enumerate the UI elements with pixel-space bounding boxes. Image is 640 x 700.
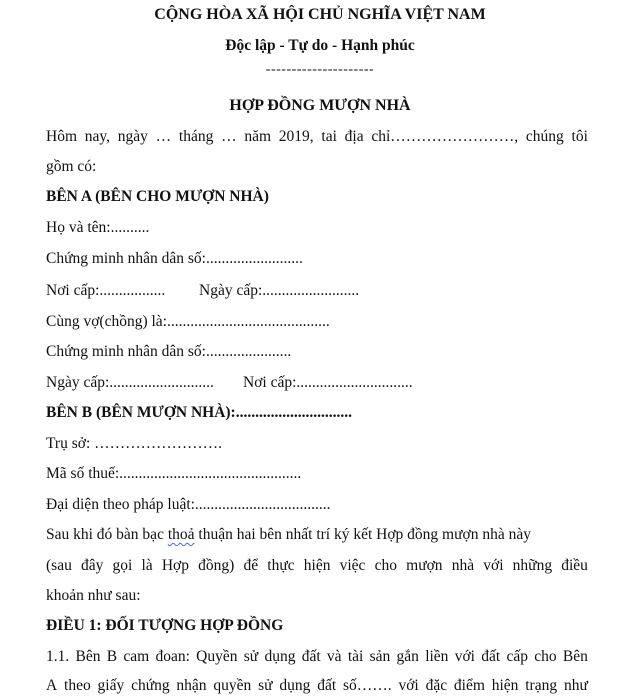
article-1-line-1: 1.1. Bên B cam đoan: Quyền sử dụng đất và tài sản gắn liền với đất cấp cho Bên (46, 648, 588, 665)
intro-line-1: Hôm nay, ngày … tháng … năm 2019, tai địa chỉ……………………, chúng tôi (46, 128, 588, 145)
party-a-name: Họ và tên:.......... (46, 219, 150, 236)
agreement-line-2: (sau đây gọi là Hợp đồng) để thực hiện việc cho mượn nhà với những điều (46, 557, 588, 574)
party-a-spouse-id: Chứng minh nhân dân số:...................... (46, 343, 292, 360)
agreement-line-3: khoản như sau: (46, 587, 141, 604)
party-a-id-number: Chứng minh nhân dân số:......................... (46, 250, 303, 267)
agreement-line-1: Sau khi đó bàn bạc thoả thuận hai bên nhất trí ký kết Hợp đồng mượn nhà này (46, 526, 531, 543)
party-b-representative: Đại diện theo pháp luật:................................... (46, 496, 331, 513)
article-1-line-2: A theo giấy chứng nhận quyền sử dụng đất số……. với đặc điểm hiện trạng như (46, 677, 588, 694)
national-title: CỘNG HÒA XÃ HỘI CHỦ NGHĨA VIỆT NAM (154, 6, 486, 23)
intro-line-2: gồm có: (46, 158, 97, 175)
party-b-tax-code: Mã số thuế:............................................... (46, 465, 302, 482)
party-a-spouse-date-issued: Ngày cấp:........................... (46, 374, 214, 391)
motto: Độc lập - Tự do - Hạnh phúc (225, 37, 415, 54)
spelling-flagged-word: thoả (167, 526, 195, 543)
party-b-office: Trụ sở: ……………………. (46, 435, 222, 452)
party-a-spouse: Cùng vợ(chồng) là:.......................................... (46, 313, 330, 330)
party-b-heading: BÊN B (BÊN MƯỢN NHÀ):.............................. (46, 404, 352, 421)
party-a-place-issued: Nơi cấp:................. (46, 282, 166, 299)
party-a-spouse-place-issued: Nơi cấp:.............................. (243, 374, 413, 391)
party-a-date-issued: Ngày cấp:......................... (199, 282, 360, 299)
header-divider: --------------------- (265, 62, 375, 77)
article-1-heading: ĐIỀU 1: ĐỐI TƯỢNG HỢP ĐỒNG (46, 617, 284, 634)
document-title: HỢP ĐỒNG MƯỢN NHÀ (229, 97, 411, 114)
party-a-heading: BÊN A (BÊN CHO MƯỢN NHÀ) (46, 188, 269, 205)
